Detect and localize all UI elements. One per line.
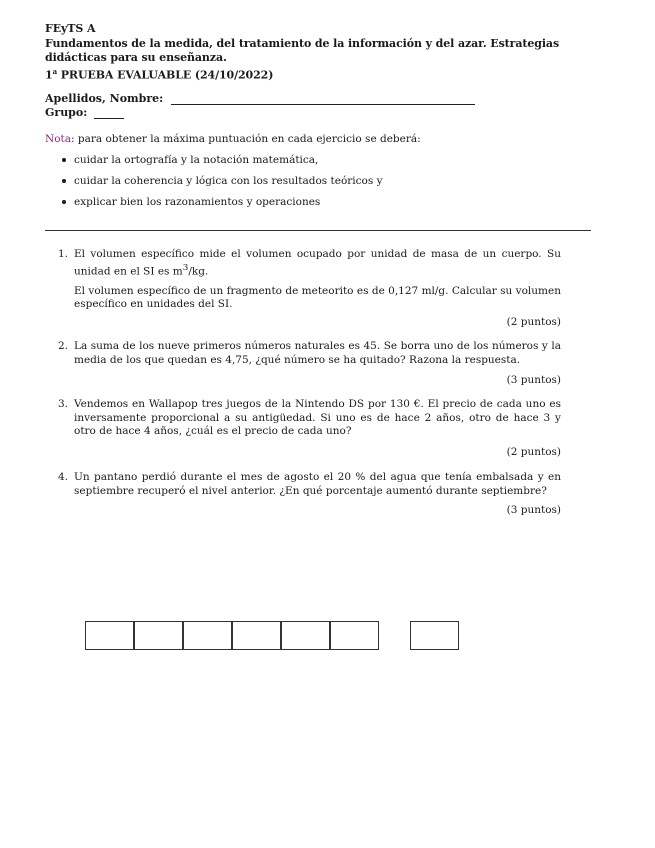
test-number: 1: [45, 68, 53, 82]
question-text: Vendemos en Wallapop tres juegos de la Nintendo DS por 130 €. El precio de cada uno es inversamente proporcional a su antigüedad. Si uno es de hace 2 años, otro de hace 3 y otro de hace 4 años, ¿cuál es el precio de cada uno?: [74, 398, 561, 437]
bullet-icon: [62, 158, 66, 162]
nota-line: [45, 133, 421, 145]
list-item: explicar bien los razonamientos y operaciones: [62, 196, 320, 208]
group-row: [45, 106, 124, 119]
list-item: cuidar la coherencia y lógica con los resultados teóricos y: [62, 175, 383, 187]
group-label: Grupo:: [45, 106, 88, 119]
question-number: 2.: [58, 340, 69, 352]
question-number: 1.: [58, 248, 69, 260]
question-text: La suma de los nueve primeros números naturales es 45. Se borra uno de los números y la media de los que quedan es 4,75, ¿qué número se ha quitado? Razona la respuesta.: [74, 340, 561, 366]
question-text: El volumen específico mide el volumen ocupado por unidad de masa de un cuerpo. Su unidad en el SI es $m^3/kg$.: [74, 248, 561, 277]
bullet-icon: [62, 179, 66, 183]
name-row: [45, 92, 475, 105]
grade-box-2[interactable]: [134, 621, 183, 650]
question-points: (3 puntos): [506, 504, 561, 516]
grade-box-3[interactable]: [183, 621, 232, 650]
grade-box-5[interactable]: [281, 621, 330, 650]
question-points: (3 puntos): [506, 374, 561, 386]
grade-box-1[interactable]: [85, 621, 134, 650]
group-input-line[interactable]: [94, 108, 124, 119]
list-item: cuidar la ortografía y la notación matemática,: [62, 154, 318, 166]
question-3: [58, 398, 561, 445]
test-ordinal: a: [52, 67, 57, 76]
nota-keyword: Nota: [45, 133, 71, 145]
bullet-icon: [62, 200, 66, 204]
question-text: El volumen específico de un fragmento de meteorito es de 0,127 ml/g. Calcular su volumen específico en unidades del SI.: [74, 284, 561, 310]
question-number: 3.: [58, 398, 69, 410]
question-points: (2 puntos): [506, 316, 561, 328]
divider: [45, 230, 591, 231]
name-input-line[interactable]: [171, 94, 475, 105]
question-points: (2 puntos): [506, 446, 561, 458]
question-2: [58, 340, 561, 373]
test-title: [45, 65, 565, 83]
grade-box-total[interactable]: [410, 621, 459, 650]
nota-text: : para obtener la máxima puntuación en cada ejercicio se deberá:: [71, 133, 421, 145]
question-text: Un pantano perdió durante el mes de agosto el 20 % del agua que tenía embalsada y en septiembre recuperó el nivel anterior. ¿En qué porcentaje aumentó durante septiembre?: [74, 471, 561, 497]
grade-box-6[interactable]: [330, 621, 379, 650]
question-4: [58, 471, 561, 504]
subject-title: Fundamentos de la medida, del tratamiento de la información y del azar. Estrategias didácticas para su enseñanza.: [45, 37, 560, 64]
name-label: Apellidos, Nombre:: [45, 92, 164, 105]
question-1: [58, 248, 561, 318]
grade-box-4[interactable]: [232, 621, 281, 650]
course-code: FEyTS A: [45, 22, 96, 35]
question-number: 4.: [58, 471, 69, 483]
test-name: PRUEBA EVALUABLE (24/10/2022): [60, 68, 274, 82]
